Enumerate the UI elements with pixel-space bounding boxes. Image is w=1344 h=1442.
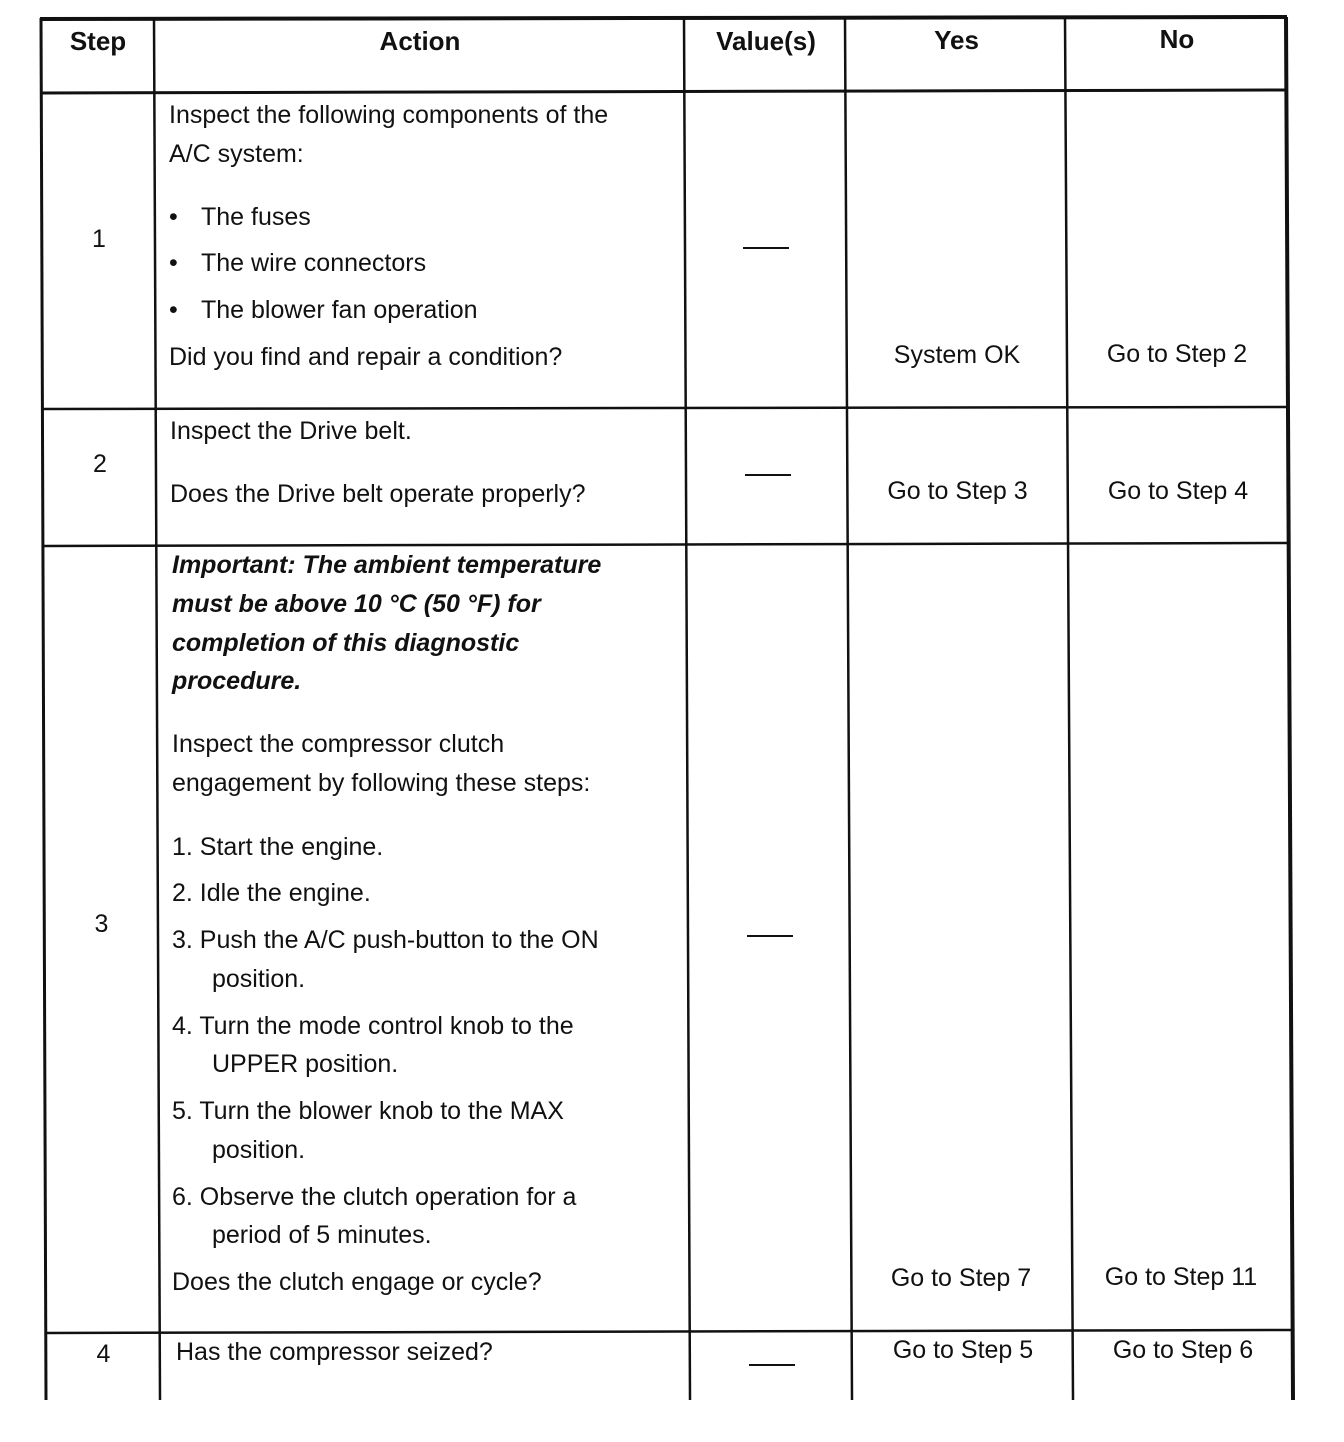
row-1-bullet: • The blower fan operation	[169, 296, 478, 324]
header-action: Action	[379, 26, 461, 56]
row-4-yes: Go to Step 5	[892, 1336, 1034, 1364]
row-3-important: Important: The ambient temperature must be above 10 °C (50 °F) for completion of this diagnostic procedure.	[172, 551, 602, 696]
row-3-step-item: 6. Observe the clutch operation for a period of 5 minutes.	[172, 1182, 577, 1250]
row-3-intro: Inspect the compressor clutch engagement by following these steps:	[172, 730, 591, 797]
row-3-step-item: 4. Turn the mode control knob to the UPPER position.	[172, 1011, 574, 1079]
header-values: Value(s)	[716, 26, 816, 56]
row-2-question: Does the Drive belt operate properly?	[170, 479, 586, 508]
row-1-step: 1	[92, 225, 106, 253]
row-3-question: Does the clutch engage or cycle?	[172, 1268, 542, 1296]
header-step: Step	[69, 26, 127, 56]
row-4-step: 4	[96, 1340, 111, 1368]
row-1-intro: Inspect the following components of the	[169, 101, 609, 129]
row-1-value-dash	[743, 247, 789, 249]
row-1-question: Did you find and repair a condition?	[169, 342, 563, 371]
row-1-bullet: • The fuses	[169, 202, 311, 231]
row-2-no: Go to Step 4	[1107, 477, 1249, 505]
row-3-value-dash	[747, 935, 793, 937]
row-2-value-dash	[745, 474, 791, 476]
row-1-no: Go to Step 2	[1106, 340, 1248, 368]
row-2-line-1: Inspect the Drive belt.	[170, 417, 412, 445]
row-3-step-item: 5. Turn the blower knob to the MAX position.	[172, 1097, 564, 1164]
row-3-action	[172, 546, 682, 1302]
row-4-no: Go to Step 6	[1112, 1336, 1254, 1364]
row-1-action	[169, 96, 679, 377]
row-3-yes: Go to Step 7	[890, 1264, 1032, 1292]
row-3-no: Go to Step 11	[1104, 1263, 1258, 1291]
row-3-step: 3	[94, 910, 109, 938]
row-3-step-item: 3. Push the A/C push-button to the ON position.	[172, 926, 599, 993]
row-4-question: Has the compressor seized?	[176, 1338, 493, 1366]
row-1-intro-2: A/C system:	[169, 139, 304, 168]
row-2-step: 2	[93, 450, 107, 478]
row-1-yes: System OK	[893, 341, 1021, 369]
header-yes: Yes	[934, 25, 979, 55]
header-no: No	[1159, 24, 1195, 54]
row-1-bullet: • The wire connectors	[169, 249, 427, 278]
row-2-yes: Go to Step 3	[887, 477, 1028, 505]
row-3-step-item: 2. Idle the engine.	[172, 879, 371, 908]
row-2-action	[170, 412, 680, 514]
row-3-step-item: 1. Start the engine.	[172, 832, 384, 861]
row-4-value-dash	[749, 1364, 795, 1366]
row-4-action	[176, 1333, 686, 1372]
